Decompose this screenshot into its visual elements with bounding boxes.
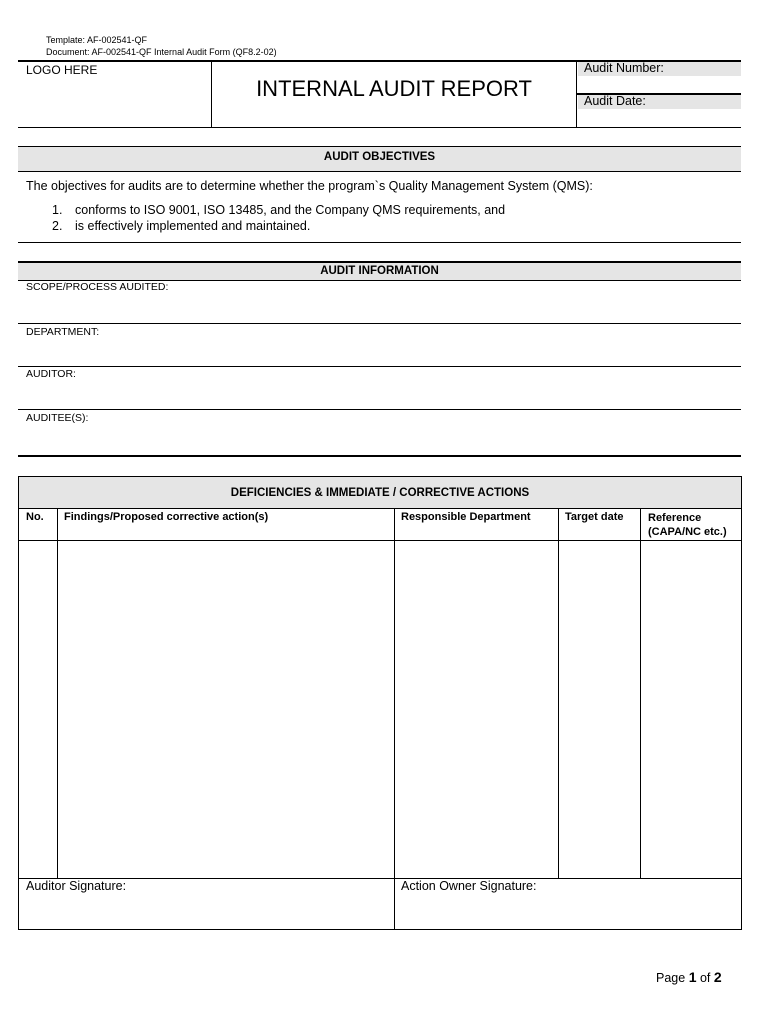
objective-1-text: conforms to ISO 9001, ISO 13485, and the Company QMS requirements, and — [75, 203, 506, 217]
report-header — [18, 60, 741, 128]
cell-reference[interactable] — [641, 541, 741, 878]
department-input[interactable] — [18, 339, 741, 365]
cell-no[interactable] — [19, 541, 57, 878]
column-header-no: No. — [26, 511, 44, 523]
audit-information-heading: AUDIT INFORMATION — [18, 261, 741, 281]
page-title: INTERNAL AUDIT REPORT — [256, 76, 532, 101]
template-id: Template: AF-002541-QF — [46, 35, 148, 45]
page-word: Page — [656, 971, 686, 985]
objective-2-number: 2. — [52, 219, 63, 233]
page-number — [656, 969, 722, 985]
scope-input[interactable] — [18, 294, 741, 322]
auditor-signature-label: Auditor Signature: — [26, 879, 127, 893]
column-header-responsible-department: Responsible Department — [401, 511, 531, 523]
action-owner-signature-label: Action Owner Signature: — [401, 879, 537, 893]
column-header-target-date: Target date — [565, 511, 624, 523]
objectives-intro: The objectives for audits are to determine whether the program`s Quality Management System (QMS): — [26, 179, 593, 193]
objective-2-text: is effectively implemented and maintained. — [75, 219, 311, 233]
page-current: 1 — [688, 969, 697, 985]
logo-placeholder: LOGO HERE — [26, 63, 98, 77]
page-of: of — [699, 971, 711, 985]
document-id: Document: AF-002541-QF Internal Audit Form (QF8.2-02) — [46, 47, 277, 57]
scope-field-label: SCOPE/PROCESS AUDITED: — [26, 281, 169, 293]
audit-date-field[interactable] — [578, 95, 741, 109]
auditees-input[interactable] — [18, 425, 741, 455]
audit-date-label: Audit Date: — [584, 94, 646, 108]
cell-responsible-department[interactable] — [395, 541, 558, 878]
column-header-findings: Findings/Proposed corrective action(s) — [64, 511, 269, 523]
page-total: 2 — [713, 969, 722, 985]
audit-number-field[interactable] — [578, 62, 741, 76]
audit-objectives-heading: AUDIT OBJECTIVES — [18, 146, 741, 172]
deficiencies-heading: DEFICIENCIES & IMMEDIATE / CORRECTIVE ACTIONS — [19, 477, 741, 509]
auditor-field-label: AUDITOR: — [26, 368, 76, 380]
auditor-input[interactable] — [18, 381, 741, 408]
cell-findings[interactable] — [58, 541, 394, 878]
objective-1-number: 1. — [52, 203, 63, 217]
column-header-reference: Reference (CAPA/NC etc.) — [648, 512, 727, 538]
auditor-signature-field[interactable] — [26, 879, 386, 927]
cell-target-date[interactable] — [559, 541, 640, 878]
action-owner-signature-field[interactable] — [401, 879, 736, 927]
auditees-field-label: AUDITEE(S): — [26, 412, 89, 424]
audit-number-label: Audit Number: — [584, 61, 664, 75]
deficiencies-table — [18, 476, 742, 930]
department-field-label: DEPARTMENT: — [26, 326, 100, 338]
